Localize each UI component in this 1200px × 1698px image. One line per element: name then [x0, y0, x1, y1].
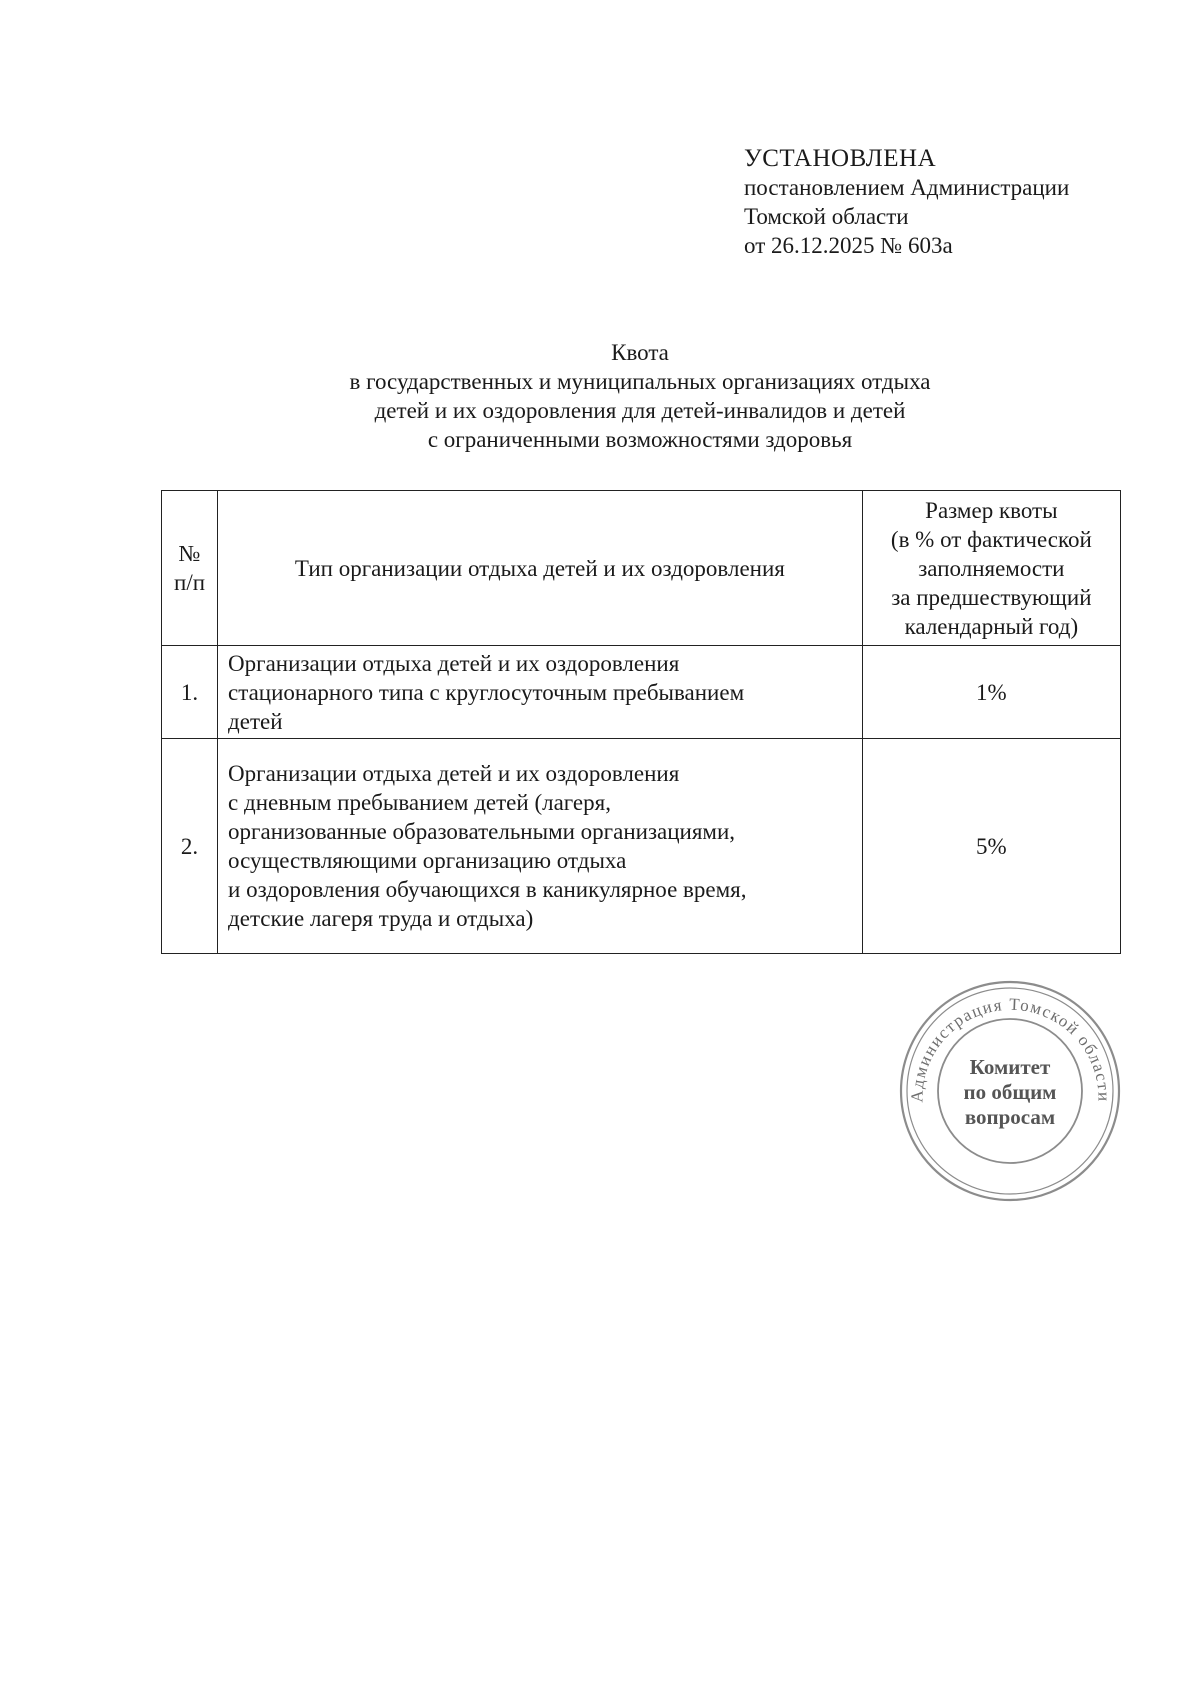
- row-type-line: детей: [228, 708, 283, 734]
- approval-line-3: от 26.12.2025 № 603а: [744, 233, 953, 258]
- header-quota-line-2: (в % от фактической: [890, 526, 1092, 552]
- row-type-line: с дневным пребыванием детей (лагеря,: [228, 790, 611, 815]
- approval-line-1: постановлением Администрации: [744, 175, 1070, 200]
- table-header-row: [162, 491, 1121, 646]
- document-title-line-2: в государственных и муниципальных организациях отдыха: [349, 369, 931, 394]
- document-title-line-1: Квота: [611, 340, 669, 365]
- row-type-line: организованные образовательными организациями,: [228, 819, 736, 844]
- row-type: [218, 646, 863, 739]
- header-quota-line-3: заполняемости: [918, 555, 1065, 581]
- header-number: [162, 491, 218, 646]
- row-type-line: детские лагеря труда и отдыха): [228, 906, 534, 931]
- document-title: [160, 338, 1120, 454]
- stamp-center-line-1: Комитет: [969, 1055, 1051, 1079]
- header-quota-line-1: Размер квоты: [925, 497, 1058, 523]
- stamp-ring-text-path: Администрация Томской области: [907, 994, 1114, 1103]
- table-row: [162, 739, 1121, 954]
- header-type: Тип организации отдыха детей и их оздоровления: [218, 491, 863, 646]
- approval-block: [744, 144, 1069, 260]
- table-row: [162, 646, 1121, 739]
- header-number-line-2: п/п: [174, 570, 206, 595]
- document-title-line-4: с ограниченными возможностями здоровья: [427, 427, 853, 452]
- header-quota: [862, 491, 1120, 646]
- header-quota-line-4: за предшествующий: [891, 584, 1092, 610]
- row-quota: 1%: [862, 646, 1120, 739]
- stamp-center-line-3: вопросам: [964, 1105, 1056, 1129]
- quota-table: [161, 490, 1121, 954]
- header-number-line-1: №: [178, 541, 201, 566]
- stamp-center-line-2: по общим: [963, 1080, 1057, 1104]
- approval-line-2: Томской области: [744, 204, 909, 229]
- document-title-line-3: детей и их оздоровления для детей-инвалидов и детей: [374, 398, 906, 423]
- row-number: 2.: [162, 739, 218, 954]
- row-number: 1.: [162, 646, 218, 739]
- row-type: [218, 739, 863, 954]
- row-type-line: Организации отдыха детей и их оздоровления: [228, 761, 680, 786]
- row-type-line: и оздоровления обучающихся в каникулярное время,: [228, 877, 747, 902]
- header-quota-line-5: календарный год): [904, 613, 1079, 639]
- approval-title: УСТАНОВЛЕНА: [744, 145, 937, 172]
- row-quota: 5%: [862, 739, 1120, 954]
- row-type-line: Организации отдыха детей и их оздоровления: [228, 650, 680, 676]
- row-type-line: стационарного типа с круглосуточным пребыванием: [228, 679, 745, 705]
- official-stamp: [897, 978, 1123, 1204]
- row-type-line: осуществляющими организацию отдыха: [228, 848, 627, 873]
